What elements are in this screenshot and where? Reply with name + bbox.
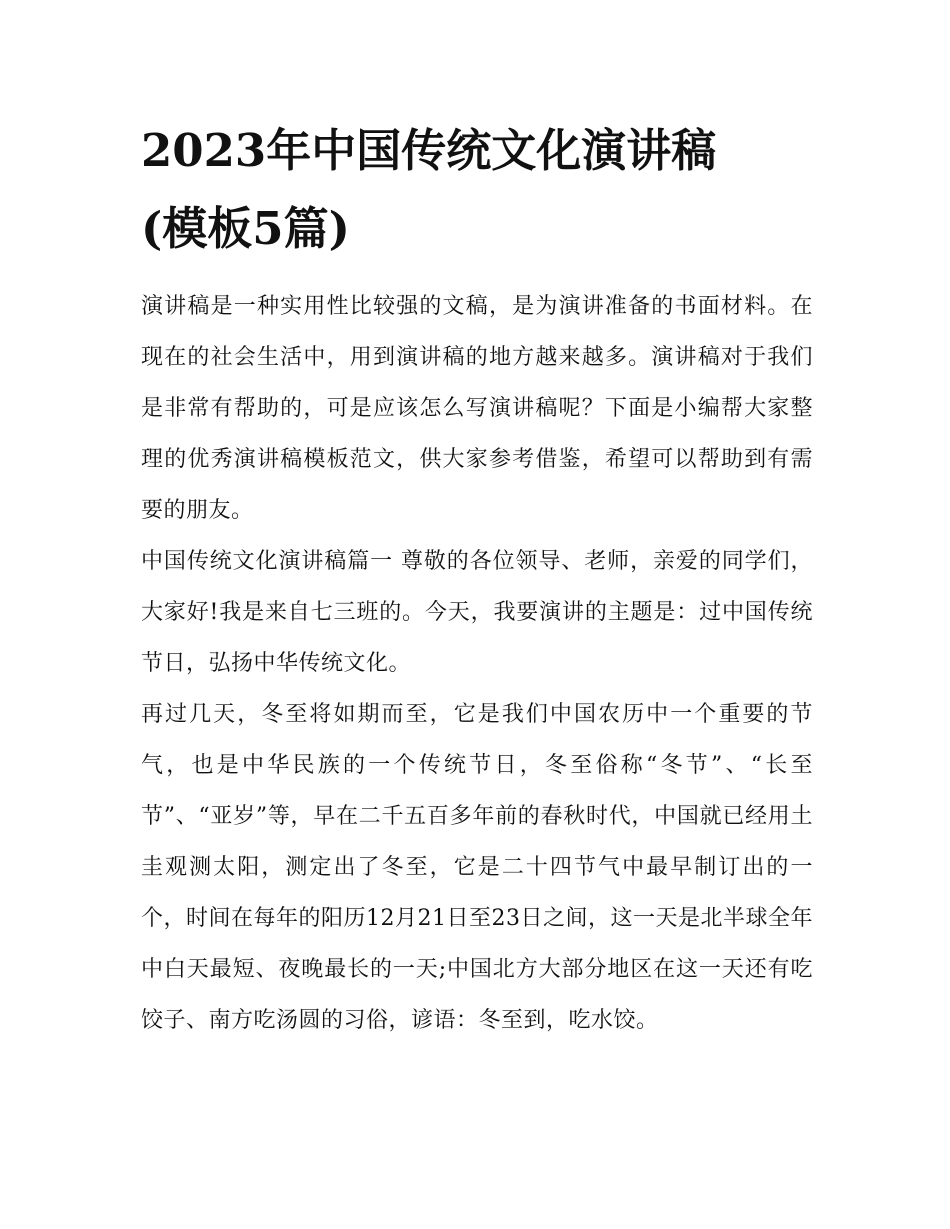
title-line-2: (模板5篇) <box>141 202 350 255</box>
document-title <box>141 112 813 268</box>
document-page <box>141 112 813 1046</box>
speech-opening-paragraph: 中国传统文化演讲稿篇一 尊敬的各位领导、老师，亲爱的同学们，大家好!我是来自七三班的。今天，我要演讲的主题是：过中国传统节日，弘扬中华传统文化。 <box>141 549 813 676</box>
title-line-1: 2023年中国传统文化演讲稿 <box>141 124 717 177</box>
winter-solstice-paragraph: 再过几天，冬至将如期而至，它是我们中国农历中一个重要的节气，也是中华民族的一个传统节日，冬至俗称“冬节”、“长至节”、“亚岁”等，早在二千五百多年前的春秋时代，中国就已经用土圭观测太阳，测定出了冬至，它是二十四节气中最早制订出的一个，时间在每年的阳历12月21日至23日之间，这一天是北半球全年中白天最短、夜晚最长的一天;中国北方大部分地区在这一天还有吃饺子、南方吃汤圆的习俗，谚语：冬至到，吃水饺。 <box>141 702 813 1033</box>
intro-paragraph: 演讲稿是一种实用性比较强的文稿，是为演讲准备的书面材料。在现在的社会生活中，用到演讲稿的地方越来越多。演讲稿对于我们是非常有帮助的，可是应该怎么写演讲稿呢？下面是小编帮大家整理的优秀演讲稿模板范文，供大家参考借鉴，希望可以帮助到有需要的朋友。 <box>141 294 813 523</box>
